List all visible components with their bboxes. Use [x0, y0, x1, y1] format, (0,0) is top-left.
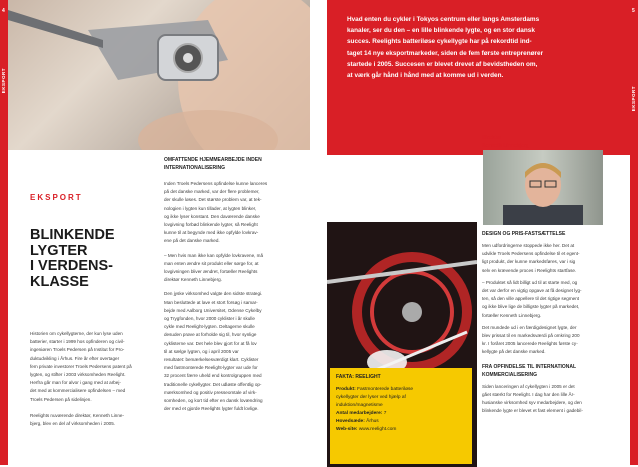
- text-line: direktør Kenneth Linnebjerg.: [164, 277, 222, 283]
- article-column-2: [164, 156, 308, 413]
- fact-value: induktion/magnetisme: [336, 403, 383, 408]
- section-tag: EKSPORT: [30, 193, 83, 202]
- fact-product: [336, 386, 466, 410]
- text-line: Inden Troels Pedersens opfindelse kunne lanceres: [164, 181, 268, 186]
- paragraph: [482, 279, 622, 320]
- text-line: resultatet: bemærkelsesværdigt klart. Cyklister: [164, 357, 259, 363]
- fact-label: Produkt:: [336, 387, 356, 392]
- text-line: nologien i lygten kun tillader, at lygten blinker,: [164, 205, 257, 211]
- text-line: kanaler, ser du den – en lille blinkende lygte, og en stor dansk: [347, 27, 535, 35]
- text-line: kunne til at begynde med ikke opfylde lovkrav-: [164, 230, 259, 236]
- text-line: Kenneth Linnebjerg: [482, 143, 529, 149]
- text-line: gået stærkt for Reelight. I dag har den lille År-: [482, 391, 575, 397]
- text-line: husianske virksomhed syv medarbejdere, og den: [482, 400, 582, 406]
- text-line: Siden lanceringen af cykellygten i 2005 er det: [482, 383, 575, 389]
- fact-value: Fastmonterede batteriløse: [357, 387, 414, 392]
- text-line: blinkende lygte er blevet et fast element i gadebil-: [482, 408, 583, 414]
- text-line: Man besluttede at lave et stort forsøg i samar-: [164, 299, 258, 305]
- text-line: Historien om cykellygterne, der kun lyse uden: [30, 331, 123, 336]
- text-line: cyklisterne var. Det hele blev gjort for at få lov: [164, 340, 257, 346]
- left-page-number: 4: [2, 8, 5, 14]
- right-side-label: EKSPORT: [631, 86, 636, 112]
- text-line: på det danske marked, var der flere problemer,: [164, 189, 260, 195]
- fact-box: [330, 368, 472, 464]
- pull-quote: [347, 14, 583, 81]
- paragraph: [482, 383, 622, 416]
- text-line: somheden, og kort tid efter en dansk lovændring: [164, 398, 263, 404]
- text-line: kr. I foråret 2005 lancerede Reelights første cy-: [482, 341, 578, 347]
- text-line: batterier, starter i 1999 hos opfinderen og civil-: [30, 339, 125, 345]
- text-line: – Produktet så lidt billigt ud til at starte med, og: [482, 279, 578, 285]
- text-line: med fastmonterede Reelight-lygter var ude for: [164, 365, 258, 371]
- subheading: [164, 156, 308, 172]
- hand-holding-lamp-photo: [8, 0, 310, 150]
- fact-hq: [336, 418, 466, 426]
- text-line: Men udfordringerne stoppede ikke her. Det at: [482, 243, 575, 248]
- text-line: Den jyske virksomhed valgte den sidste strategi.: [164, 291, 263, 297]
- text-line: kellygte på det danske marked.: [482, 349, 546, 355]
- text-line: fortæller Kenneth Linnebjerg.: [482, 312, 542, 318]
- paragraph: [482, 242, 622, 275]
- fact-employees: [336, 410, 466, 418]
- text-line: der skulle løses. Det største problem var, at tek-: [164, 197, 262, 203]
- text-line: Troels Pedersen på sidelinjen.: [30, 396, 92, 402]
- text-line: det var derfor en vigtig opgave at få designet lyg-: [482, 288, 582, 294]
- text-line: lovgivning forbød blinkende lygter, så Reelight: [164, 222, 258, 228]
- text-line: succes. Reelights batteriløse cykellygte har på rekordtid ind-: [347, 38, 532, 46]
- text-line: duktudvikling i Århus. Fire år efter overtager: [30, 355, 120, 361]
- text-line: – Men hvis man ikke kan opfylde lovkravene, må: [164, 252, 264, 258]
- paragraph: [164, 290, 308, 413]
- text-line: og Trygfonden, hvor 2000 cyklister i år skulle: [164, 316, 255, 322]
- text-line: fem private investorer Troels Pedersens patent på: [30, 363, 132, 369]
- text-line: blev prissat til en markedsværdi på omkring 200: [482, 333, 580, 339]
- text-line: bejde med Aalborg Universitet, Odense Cykelby: [164, 307, 262, 313]
- text-line: man enten ændre sit produkt eller sørge for, at: [164, 260, 259, 266]
- text-line: der med et gjorde Reelights lygter fuldt lovlige.: [164, 406, 259, 412]
- text-line: taget 14 nye eksportmarkeder, siden de fem første entreprenører: [347, 49, 544, 57]
- fact-title: FAKTA: REELIGHT: [336, 374, 381, 380]
- text-line: Herfra går man for alvor i gang med at arbej-: [30, 380, 121, 386]
- article-column-4: [482, 230, 622, 415]
- text-line: udvikle Troels Pedersens opfindelse til et egent-: [482, 251, 580, 257]
- headline-line: I VERDENS-: [30, 258, 113, 274]
- director-portrait: [483, 150, 603, 225]
- text-line: OMFATTENDE HJEMMEARBEJDE INDEN: [164, 157, 262, 163]
- text-line: Reelights nuværende direktør, Kenneth Linne-: [30, 412, 124, 418]
- director-caption: [482, 134, 562, 150]
- paragraph: [164, 180, 308, 246]
- intro-text: [30, 330, 150, 428]
- headline: [30, 228, 140, 290]
- text-line: ten, så den ville appellere til det rigtige segment: [482, 296, 580, 302]
- text-line: mærksomhed og positiv presseomtale af virk-: [164, 389, 257, 395]
- headline-line: KLASSE: [30, 273, 89, 290]
- text-line: Hvad enten du cykler i Tokyos centrum eller langs Amsterdams: [347, 16, 540, 23]
- text-line: INTERNATIONALISERING: [164, 165, 226, 171]
- text-line: ene på det danske marked.: [164, 238, 220, 244]
- text-line: til at sælge lygten, og i april 2005 var: [164, 348, 239, 354]
- text-line: selv en krævende proces i Reelights startfase.: [482, 267, 577, 273]
- text-line: lygten, og stifter i 2003 virksomheden Reelight.: [30, 372, 126, 378]
- text-line: cykle med Reelight-lygten. Deltagerne skulle: [164, 324, 255, 330]
- subheading: [482, 363, 622, 379]
- fact-web-link[interactable]: www.reelight.com: [358, 427, 397, 432]
- fact-label: Web-site:: [336, 427, 358, 432]
- text-line: det med at kommercialisere opfindelsen – med: [30, 388, 126, 394]
- fact-web: [336, 426, 466, 434]
- fact-value: 7: [383, 411, 387, 416]
- text-line: bjerg, blev en del af virksomheden i 2005.: [30, 421, 116, 427]
- subheading: DESIGN OG PRIS-FASTSÆTTELSE: [482, 231, 566, 237]
- text-line: Direktør: [482, 135, 502, 141]
- text-line: lovgivningen bliver ændret, fortæller Reelights: [164, 269, 258, 275]
- text-line: traditionelle cykellygter. Det udløste offentlig op-: [164, 381, 262, 387]
- paragraph: [482, 324, 622, 357]
- text-line: og ikke blive lige de billigste lygter på markedet,: [482, 304, 580, 310]
- text-line: ligt produkt, der kunne markedsføres, var i sig: [482, 259, 576, 265]
- text-line: startede i 2005. Succesen er blevet drevet af bevidstheden om,: [347, 60, 538, 68]
- right-red-strip: [630, 0, 638, 465]
- fact-value: Århus: [366, 419, 379, 424]
- left-red-strip: [0, 0, 8, 465]
- text-line: ingeniøren Troels Pedersen på Institut for Pro-: [30, 347, 125, 353]
- text-line: 32 procent færre uheld end kontrolgruppen med: [164, 373, 262, 379]
- headline-line: LYGTER: [30, 242, 88, 259]
- text-line: Det mundede ud i en færdigdesignet lygte, der: [482, 324, 577, 330]
- text-line: desuden prøve at forholde sig til, hvor synlige: [164, 332, 257, 338]
- fact-value: cykellygter der lyser ved hjælp af: [336, 395, 406, 400]
- text-line: at værk går hånd i hånd med at komme ud i verden.: [347, 72, 504, 80]
- fact-label: Antal medarbejdere:: [336, 411, 383, 416]
- left-side-label: EKSPORT: [1, 68, 6, 94]
- paragraph: [164, 252, 308, 285]
- text-line: FRA OPFINDELSE TIL INTERNATIONAL: [482, 363, 577, 370]
- right-page-number: 5: [632, 8, 635, 14]
- fact-label: Hovedsæde:: [336, 419, 365, 424]
- headline-line: BLINKENDE: [30, 227, 115, 243]
- text-line: og ikke lyser konstant. Den daværende danske: [164, 213, 260, 219]
- text-line: KOMMERCIALISERING: [482, 371, 537, 378]
